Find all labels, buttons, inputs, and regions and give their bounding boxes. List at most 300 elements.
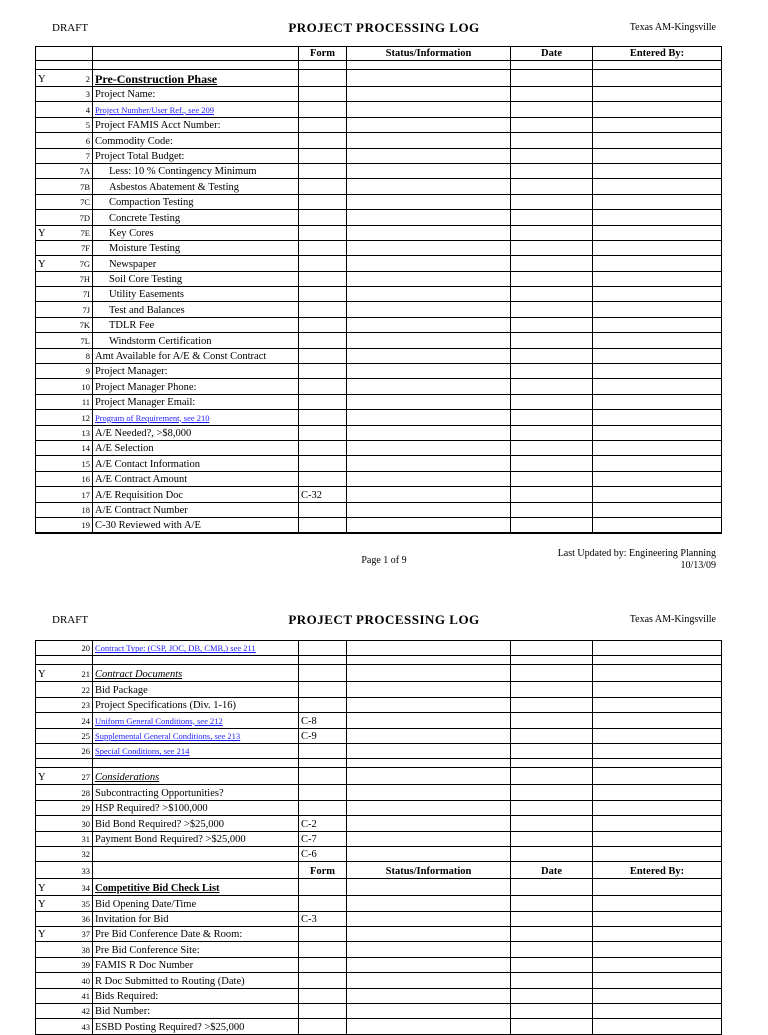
log-row: [36, 179, 722, 194]
status-cell: [347, 517, 511, 532]
entered-by-cell: [593, 487, 722, 502]
row-number: 4: [56, 102, 93, 117]
log-row: [36, 394, 722, 409]
row-number: 13: [56, 425, 93, 440]
flag-cell: [36, 133, 56, 148]
flag-cell: [36, 816, 56, 831]
row-number: 7A: [56, 163, 93, 178]
flag-cell: [36, 1004, 56, 1019]
row-number: 23: [56, 697, 93, 712]
item-label: Competitive Bid Check List: [93, 879, 299, 896]
row-number: 19: [56, 517, 93, 532]
log-row: [36, 831, 722, 846]
row-number: 38: [56, 942, 93, 957]
log-row: [36, 816, 722, 831]
row-number: 7L: [56, 333, 93, 348]
row-number: 7D: [56, 210, 93, 225]
date-cell: [511, 517, 593, 532]
status-cell: [347, 1019, 511, 1034]
flag-cell: [36, 502, 56, 517]
log-row: [36, 70, 722, 87]
entered-by-cell: [593, 70, 722, 87]
form-cell: C-3: [299, 911, 347, 926]
row-number: 7J: [56, 302, 93, 317]
status-cell: [347, 117, 511, 132]
date-cell: [511, 487, 593, 502]
log-row: [36, 879, 722, 896]
date-cell: [511, 163, 593, 178]
form-column-header: Form: [299, 47, 347, 61]
item-label[interactable]: Contract Type: (CSP, JOC, DB, CMR,) see 211: [93, 641, 299, 656]
item-label: Bid Number:: [93, 1004, 299, 1019]
date-cell: [511, 210, 593, 225]
row-number: 16: [56, 471, 93, 486]
page1-header: [0, 22, 768, 42]
date-cell: [511, 957, 593, 972]
status-cell: [347, 487, 511, 502]
page-number: Page 1 of 9: [361, 555, 407, 566]
entered-by-cell: [593, 287, 722, 302]
item-label: Windstorm Certification: [93, 333, 299, 348]
status-cell: [347, 440, 511, 455]
entered-by-cell: [593, 410, 722, 425]
row-number: [56, 656, 93, 665]
status-cell: [347, 70, 511, 87]
flag-cell: [36, 440, 56, 455]
entered-by-cell: [593, 911, 722, 926]
item-label: Bid Opening Date/Time: [93, 896, 299, 911]
form-cell: C-6: [299, 846, 347, 861]
date-cell: [511, 927, 593, 942]
date-cell: [511, 942, 593, 957]
flag-cell: [36, 942, 56, 957]
form-cell: [299, 743, 347, 758]
row-number: 28: [56, 785, 93, 800]
date-cell: [511, 816, 593, 831]
entered-by-cell: [593, 697, 722, 712]
item-label: Project FAMIS Acct Number:: [93, 117, 299, 132]
item-label: Test and Balances: [93, 302, 299, 317]
entered-by-column-header: Entered By:: [593, 862, 722, 879]
last-updated: [558, 548, 716, 572]
entered-by-cell: [593, 743, 722, 758]
item-label[interactable]: Project Number/User Ref., see 209: [93, 102, 299, 117]
flag-cell: [36, 973, 56, 988]
log-row: [36, 317, 722, 332]
form-cell: [299, 456, 347, 471]
flag-cell: [36, 697, 56, 712]
item-label: Pre Bid Conference Date & Room:: [93, 927, 299, 942]
entered-by-cell: [593, 846, 722, 861]
flag-cell: [36, 87, 56, 102]
log-row: [36, 410, 722, 425]
date-cell: [511, 831, 593, 846]
item-label: Commodity Code:: [93, 133, 299, 148]
log-row: [36, 517, 722, 532]
flag-cell: [36, 287, 56, 302]
date-cell: [511, 988, 593, 1003]
last-updated-date: 10/13/09: [680, 560, 716, 571]
log-table-page2: [35, 640, 722, 1035]
status-cell: [347, 256, 511, 271]
status-cell: [347, 665, 511, 682]
status-cell: [347, 410, 511, 425]
date-cell: [511, 743, 593, 758]
entered-by-cell: [593, 831, 722, 846]
entered-by-cell: [593, 456, 722, 471]
form-cell: C-7: [299, 831, 347, 846]
status-cell: [347, 682, 511, 697]
status-cell: [347, 879, 511, 896]
status-cell: [347, 768, 511, 785]
form-cell: [299, 70, 347, 87]
log-row: [36, 302, 722, 317]
row-number: 39: [56, 957, 93, 972]
flag-cell: Y: [36, 927, 56, 942]
status-cell: [347, 379, 511, 394]
entered-by-cell: [593, 317, 722, 332]
entered-by-cell: [593, 728, 722, 743]
flag-cell: [36, 728, 56, 743]
flag-cell: [36, 846, 56, 861]
row-number: 11: [56, 394, 93, 409]
entered-by-cell: [593, 896, 722, 911]
flag-cell: [36, 862, 56, 879]
status-cell: [347, 317, 511, 332]
date-cell: [511, 348, 593, 363]
item-label: Bids Required:: [93, 988, 299, 1003]
form-cell: [299, 256, 347, 271]
form-cell: [299, 333, 347, 348]
log-row: [36, 973, 722, 988]
item-label[interactable]: Supplemental General Conditions, see 213: [93, 728, 299, 743]
item-label: [93, 61, 299, 70]
row-number: 18: [56, 502, 93, 517]
status-cell: [347, 240, 511, 255]
form-cell: [299, 133, 347, 148]
entered-by-cell: [593, 502, 722, 517]
log-row: [36, 163, 722, 178]
status-cell: [347, 194, 511, 209]
entered-by-cell: [593, 957, 722, 972]
flag-cell: [36, 394, 56, 409]
entered-by-cell: [593, 1004, 722, 1019]
entered-by-cell: [593, 471, 722, 486]
flag-cell: [36, 179, 56, 194]
entered-by-cell: [593, 973, 722, 988]
date-cell: [511, 697, 593, 712]
entered-by-column-header: Entered By:: [593, 47, 722, 61]
entered-by-cell: [593, 759, 722, 768]
entered-by-cell: [593, 656, 722, 665]
row-number: 30: [56, 816, 93, 831]
log-row: [36, 800, 722, 815]
flag-cell: [36, 117, 56, 132]
row-number: 15: [56, 456, 93, 471]
row-number: 7F: [56, 240, 93, 255]
row-number: 7C: [56, 194, 93, 209]
item-label: Soil Core Testing: [93, 271, 299, 286]
draft-label: DRAFT: [52, 22, 89, 34]
entered-by-cell: [593, 641, 722, 656]
status-cell: [347, 728, 511, 743]
status-cell: [347, 87, 511, 102]
flag-cell: [36, 911, 56, 926]
row-number: 6: [56, 133, 93, 148]
date-cell: [511, 333, 593, 348]
form-cell: [299, 87, 347, 102]
form-cell: [299, 1019, 347, 1034]
status-cell: [347, 641, 511, 656]
organization-label: Texas AM-Kingsville: [629, 22, 716, 33]
page2-header: [0, 614, 768, 634]
item-label: A/E Contract Number: [93, 502, 299, 517]
item-label: Payment Bond Required? >$25,000: [93, 831, 299, 846]
item-label: Pre-Construction Phase: [93, 70, 299, 87]
log-row: [36, 348, 722, 363]
row-number: 7: [56, 148, 93, 163]
row-number: 26: [56, 743, 93, 758]
item-label: Amt Available for A/E & Const Contract: [93, 348, 299, 363]
log-row: [36, 927, 722, 942]
log-table-page1: [35, 46, 722, 534]
log-row: [36, 665, 722, 682]
form-cell: [299, 697, 347, 712]
date-cell: [511, 641, 593, 656]
item-label: Concrete Testing: [93, 210, 299, 225]
date-cell: [511, 271, 593, 286]
item-label: Project Manager Phone:: [93, 379, 299, 394]
status-cell: [347, 697, 511, 712]
row-number: 17: [56, 487, 93, 502]
date-cell: [511, 225, 593, 240]
form-cell: [299, 364, 347, 379]
flag-cell: [36, 317, 56, 332]
log-row: [36, 87, 722, 102]
log-row: [36, 487, 722, 502]
item-label: Project Name:: [93, 87, 299, 102]
row-number: 36: [56, 911, 93, 926]
date-column-header: Date: [511, 47, 593, 61]
status-cell: [347, 148, 511, 163]
flag-cell: [36, 302, 56, 317]
status-column-header: Status/Information: [347, 47, 511, 61]
log-row: [36, 942, 722, 957]
date-cell: [511, 682, 593, 697]
row-number: 25: [56, 728, 93, 743]
item-label: A/E Needed?, >$8,000: [93, 425, 299, 440]
date-cell: [511, 656, 593, 665]
row-number: 35: [56, 896, 93, 911]
date-cell: [511, 194, 593, 209]
status-cell: [347, 425, 511, 440]
row-number: 7E: [56, 225, 93, 240]
status-cell: [347, 785, 511, 800]
entered-by-cell: [593, 713, 722, 728]
status-cell: [347, 348, 511, 363]
row-number: 31: [56, 831, 93, 846]
log-row: [36, 256, 722, 271]
form-cell: [299, 148, 347, 163]
log-row: [36, 61, 722, 70]
date-cell: [511, 179, 593, 194]
date-cell: [511, 665, 593, 682]
entered-by-cell: [593, 333, 722, 348]
item-label: Moisture Testing: [93, 240, 299, 255]
log-row: [36, 728, 722, 743]
log-row: [36, 102, 722, 117]
last-updated-by: Last Updated by: Engineering Planning: [557, 548, 716, 559]
entered-by-cell: [593, 302, 722, 317]
log-row: [36, 957, 722, 972]
row-number: 12: [56, 410, 93, 425]
entered-by-cell: [593, 87, 722, 102]
status-column-header: Status/Information: [347, 862, 511, 879]
flag-cell: [36, 957, 56, 972]
form-cell: [299, 942, 347, 957]
log-row: [36, 862, 722, 879]
status-cell: [347, 743, 511, 758]
flag-cell: Y: [36, 256, 56, 271]
row-number: 41: [56, 988, 93, 1003]
entered-by-cell: [593, 179, 722, 194]
row-number: 43: [56, 1019, 93, 1034]
log-row: [36, 502, 722, 517]
status-cell: [347, 271, 511, 286]
date-cell: [511, 87, 593, 102]
item-label: Pre Bid Conference Site:: [93, 942, 299, 957]
flag-cell: Y: [36, 70, 56, 87]
form-cell: [299, 471, 347, 486]
item-label: Asbestos Abatement & Testing: [93, 179, 299, 194]
status-cell: [347, 911, 511, 926]
entered-by-cell: [593, 942, 722, 957]
form-cell: [299, 785, 347, 800]
form-cell: [299, 348, 347, 363]
entered-by-cell: [593, 425, 722, 440]
flag-cell: [36, 364, 56, 379]
item-label: Bid Bond Required? >$25,000: [93, 816, 299, 831]
log-row: [36, 194, 722, 209]
row-number: 8: [56, 348, 93, 363]
status-cell: [347, 179, 511, 194]
status-cell: [347, 163, 511, 178]
flag-cell: [36, 348, 56, 363]
status-cell: [347, 973, 511, 988]
log-row: [36, 471, 722, 486]
row-number: 34: [56, 879, 93, 896]
item-label[interactable]: Program of Requirement, see 210: [93, 410, 299, 425]
log-row: [36, 364, 722, 379]
flag-cell: [36, 271, 56, 286]
form-cell: [299, 410, 347, 425]
item-label: Contract Documents: [93, 665, 299, 682]
flag-cell: [36, 240, 56, 255]
row-number: 2: [56, 70, 93, 87]
status-cell: [347, 456, 511, 471]
item-label: TDLR Fee: [93, 317, 299, 332]
form-cell: [299, 210, 347, 225]
item-label[interactable]: Special Conditions, see 214: [93, 743, 299, 758]
form-cell: [299, 102, 347, 117]
form-cell: [299, 957, 347, 972]
flag-cell: [36, 456, 56, 471]
status-cell: [347, 759, 511, 768]
flag-cell: Y: [36, 768, 56, 785]
row-number: 7K: [56, 317, 93, 332]
row-number: 7H: [56, 271, 93, 286]
entered-by-cell: [593, 800, 722, 815]
form-cell: [299, 517, 347, 532]
status-cell: [347, 333, 511, 348]
flag-cell: [36, 333, 56, 348]
item-label[interactable]: Uniform General Conditions, see 212: [93, 713, 299, 728]
row-number: 10: [56, 379, 93, 394]
flag-cell: [36, 1019, 56, 1034]
item-label: Bid Package: [93, 682, 299, 697]
log-row: [36, 133, 722, 148]
log-row: [36, 768, 722, 785]
flag-cell: [36, 517, 56, 532]
form-cell: [299, 973, 347, 988]
form-cell: [299, 163, 347, 178]
row-number: 14: [56, 440, 93, 455]
form-cell: [299, 287, 347, 302]
form-cell: C-2: [299, 816, 347, 831]
status-cell: [347, 364, 511, 379]
item-label: ESBD Posting Required? >$25,000: [93, 1019, 299, 1034]
date-cell: [511, 394, 593, 409]
flag-cell: [36, 743, 56, 758]
date-cell: [511, 768, 593, 785]
date-cell: [511, 287, 593, 302]
entered-by-cell: [593, 988, 722, 1003]
status-cell: [347, 831, 511, 846]
status-cell: [347, 846, 511, 861]
status-cell: [347, 816, 511, 831]
status-cell: [347, 287, 511, 302]
date-cell: [511, 133, 593, 148]
date-cell: [511, 317, 593, 332]
flag-cell: Y: [36, 896, 56, 911]
flag-cell: [36, 759, 56, 768]
status-cell: [347, 502, 511, 517]
item-label: [93, 846, 299, 861]
entered-by-cell: [593, 194, 722, 209]
log-row: [36, 911, 722, 926]
date-cell: [511, 148, 593, 163]
item-label: [93, 759, 299, 768]
form-cell: [299, 665, 347, 682]
entered-by-cell: [593, 785, 722, 800]
flag-cell: [36, 102, 56, 117]
flag-cell: [36, 713, 56, 728]
item-label: A/E Selection: [93, 440, 299, 455]
entered-by-cell: [593, 816, 722, 831]
entered-by-cell: [593, 61, 722, 70]
form-cell: [299, 440, 347, 455]
form-cell: [299, 117, 347, 132]
form-cell: [299, 641, 347, 656]
form-cell: [299, 425, 347, 440]
form-cell: [299, 502, 347, 517]
log-row: [36, 287, 722, 302]
log-row: [36, 656, 722, 665]
entered-by-cell: [593, 117, 722, 132]
item-label: Project Manager Email:: [93, 394, 299, 409]
item-label: Project Manager:: [93, 364, 299, 379]
flag-cell: [36, 487, 56, 502]
